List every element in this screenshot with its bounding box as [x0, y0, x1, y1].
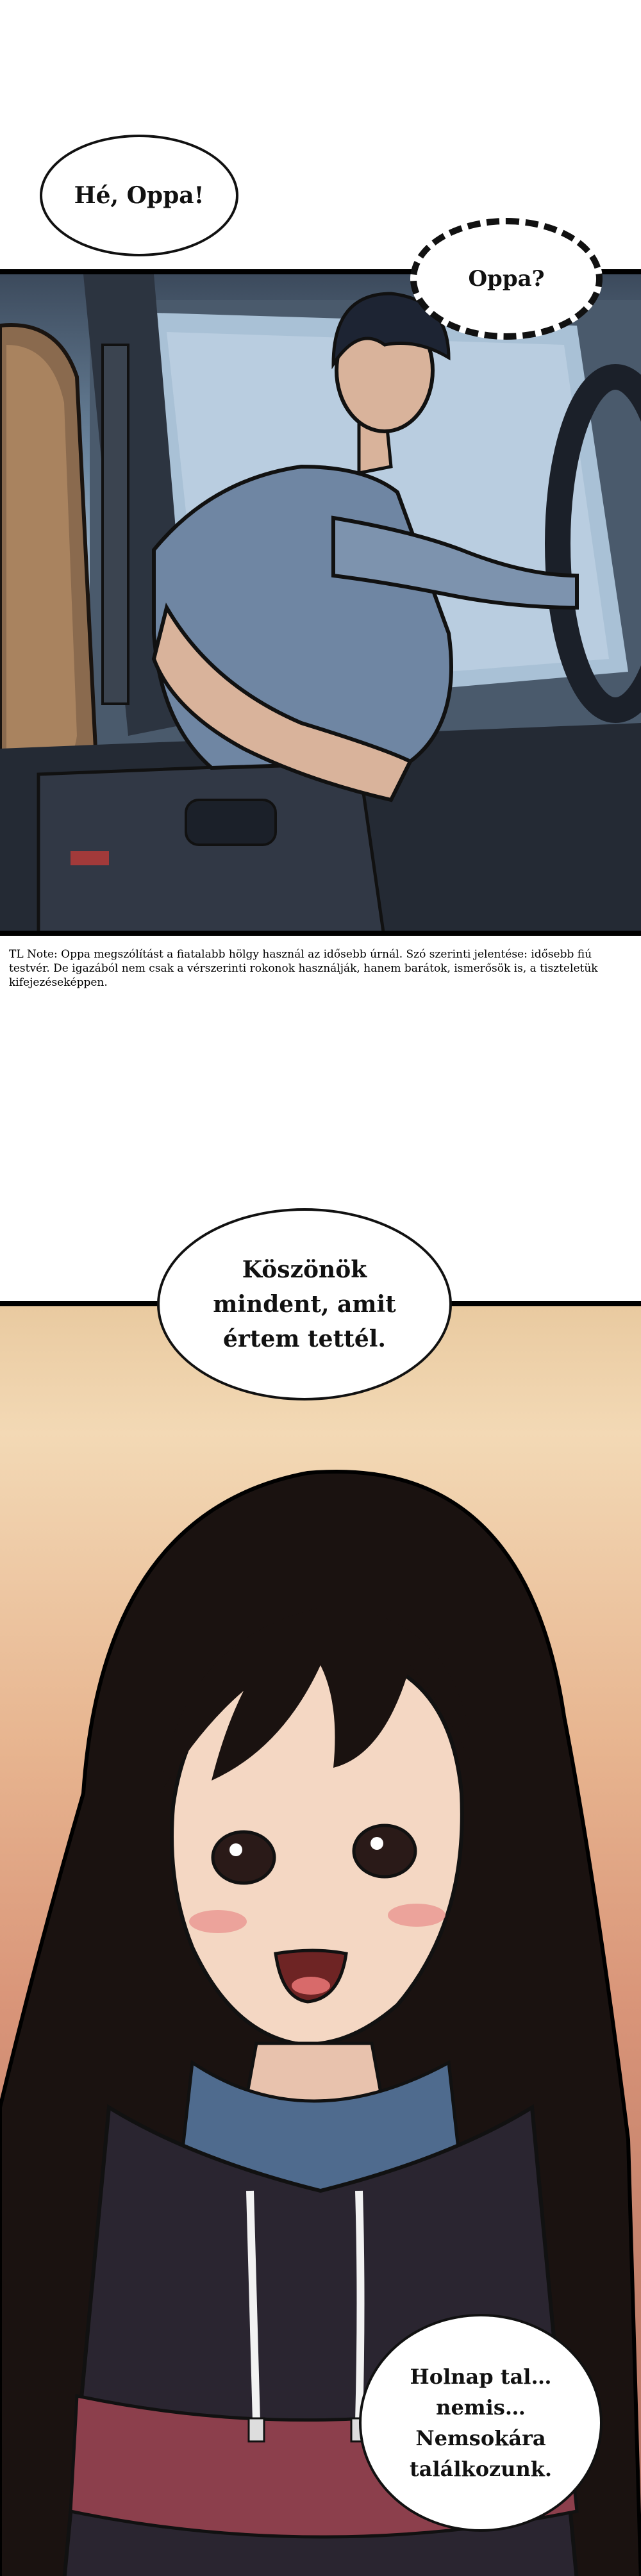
- speech-bubble-thanks: [157, 1208, 452, 1400]
- speech-text-thanks: Köszönök mindent, amit értem tettél.: [213, 1256, 396, 1352]
- translator-note: TL Note: Oppa megszólítást a fiatalabb hölgy használ az idősebb úrnál. Szó szerinti jelentése: idősebb fiú testvér. De igazából nem csak a vérszerinti rokonok használják, hanem barátok, ismerősök is, a tiszteletük kifejezéseképpen.: [9, 948, 598, 989]
- speech-text-hey-oppa: Hé, Oppa!: [74, 182, 204, 209]
- speech-text-see-you-soon: Holnap tal… nemis… Nemsokára találkozunk.: [409, 2364, 553, 2481]
- speech-bubble-oppa-question: [410, 218, 603, 340]
- speech-text-oppa-question: Oppa?: [468, 266, 545, 292]
- speech-bubble-see-you-soon: [359, 2314, 603, 2532]
- car-interior-illustration: [0, 274, 641, 936]
- car-interior-panel: [0, 269, 641, 936]
- speech-bubble-hey-oppa: [40, 135, 238, 256]
